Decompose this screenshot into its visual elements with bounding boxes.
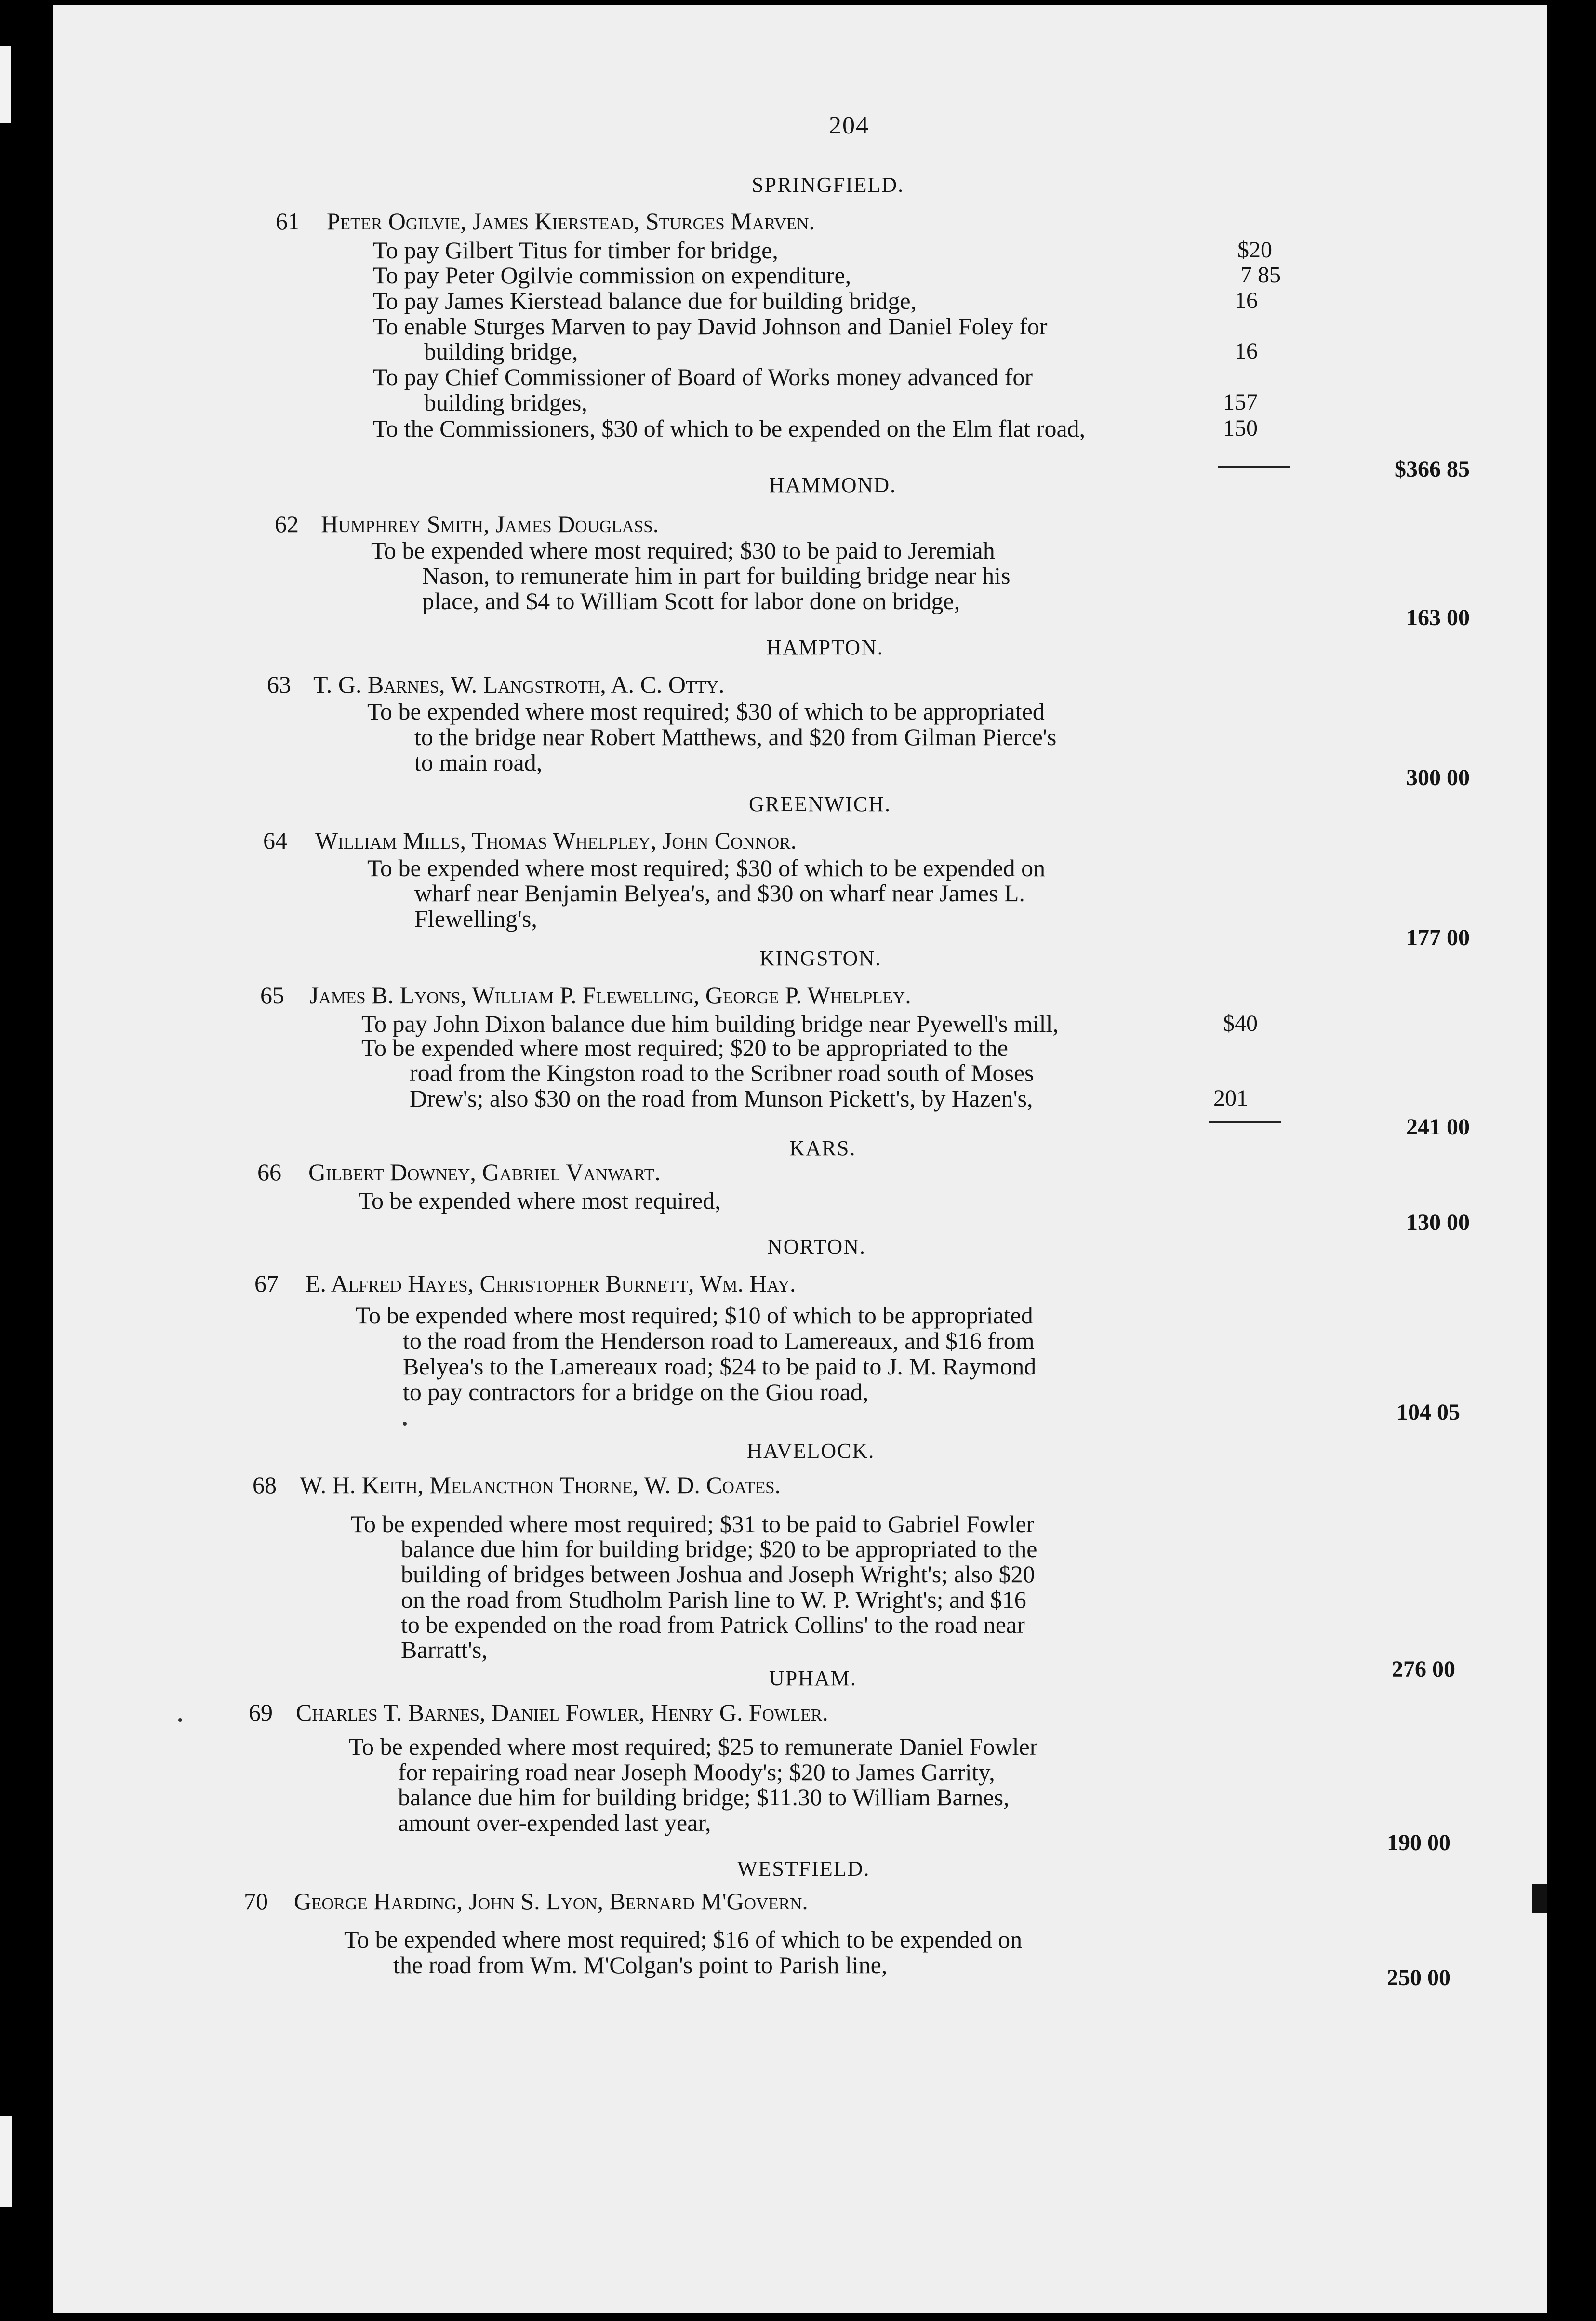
sub-amount: 7 85 [1240, 262, 1281, 288]
section-total: 250 00 [1387, 1965, 1450, 1990]
entry-line: building bridge, [424, 338, 578, 365]
commissioner-names: William Mills, Thomas Whelpley, John Connor. [315, 827, 797, 854]
entry-line: road from the Kingston road to the Scribner road south of Moses [410, 1059, 1034, 1086]
scan-edge-mark [1532, 1884, 1547, 1913]
entry-number: 64 [263, 827, 287, 854]
section-total: 177 00 [1406, 925, 1470, 950]
section-total: 190 00 [1387, 1830, 1450, 1855]
sub-amount: 16 [1235, 338, 1258, 364]
sub-amount: $40 [1223, 1011, 1258, 1036]
entry-line: balance due him for building bridge; $20 to be appropriated to the [401, 1535, 1037, 1562]
page [53, 5, 1547, 2313]
commissioner-names: Gilbert Downey, Gabriel Vanwart. [308, 1159, 661, 1186]
entry-line: to the road from the Henderson road to Lamereaux, and $16 from [403, 1327, 1035, 1354]
sub-amount: $20 [1237, 237, 1272, 263]
entry-number: 69 [249, 1699, 273, 1726]
subtotal-rule [1218, 466, 1290, 468]
entry-line: balance due him for building bridge; $11.30 to William Barnes, [398, 1784, 1010, 1811]
entry-line: To pay James Kierstead balance due for building bridge, [373, 287, 917, 314]
entry-number: 62 [275, 510, 299, 537]
sub-amount: 157 [1223, 389, 1258, 415]
entry-line: to be expended on the road from Patrick Collins' to the road near [401, 1611, 1025, 1638]
entry-line: Barratt's, [401, 1636, 488, 1663]
entry-line: To be expended where most required; $30 of which to be expended on [367, 854, 1046, 881]
entry-line: To be expended where most required; $10 of which to be appropriated [356, 1302, 1033, 1329]
section-heading-hampton: HAMPTON. [766, 636, 884, 659]
entry-number: 68 [253, 1471, 277, 1498]
entry-number: 63 [267, 671, 291, 698]
sub-amount: 150 [1223, 415, 1258, 441]
ink-speck [403, 1422, 407, 1426]
entry-number: 70 [244, 1888, 268, 1915]
entry-line: to the bridge near Robert Matthews, and $20 from Gilman Pierce's [414, 723, 1057, 750]
entry-line: To be expended where most required; $31 to be paid to Gabriel Fowler [351, 1510, 1035, 1537]
entry-line: To the Commissioners, $30 of which to be expended on the Elm flat road, [373, 415, 1086, 442]
entry-line: building bridges, [424, 389, 587, 416]
entry-line: the road from Wm. M'Colgan's point to Parish line, [393, 1951, 888, 1978]
entry-line: To enable Sturges Marven to pay David Johnson and Daniel Foley for [373, 313, 1048, 340]
sub-amount: 201 [1213, 1085, 1248, 1111]
commissioner-names: George Harding, John S. Lyon, Bernard M'Govern. [294, 1888, 808, 1915]
section-heading-kingston: KINGSTON. [759, 947, 882, 970]
section-heading-norton: NORTON. [767, 1235, 866, 1258]
commissioner-names: E. Alfred Hayes, Christopher Burnett, Wm. Hay. [306, 1270, 796, 1297]
entry-line: building of bridges between Joshua and Joseph Wright's; also $20 [401, 1561, 1035, 1587]
section-total: 241 00 [1406, 1114, 1470, 1140]
section-heading-greenwich: GREENWICH. [749, 792, 891, 816]
commissioner-names: Peter Ogilvie, James Kierstead, Sturges Marven. [327, 208, 815, 235]
commissioner-names: James B. Lyons, William P. Flewelling, George P. Whelpley. [309, 982, 911, 1009]
entry-line: to pay contractors for a bridge on the Giou road, [403, 1378, 869, 1405]
section-total: 163 00 [1406, 605, 1470, 630]
entry-line: To be expended where most required; $16 of which to be expended on [344, 1926, 1023, 1953]
entry-line: To pay Peter Ogilvie commission on expenditure, [373, 262, 851, 289]
section-total: 130 00 [1406, 1210, 1470, 1235]
entry-line: wharf near Benjamin Belyea's, and $30 on wharf near James L. [414, 880, 1025, 907]
section-total: 300 00 [1406, 765, 1470, 790]
entry-line: for repairing road near Joseph Moody's; $20 to James Garrity, [398, 1759, 995, 1786]
entry-line: To pay Gilbert Titus for timber for bridge, [373, 237, 778, 264]
commissioner-names: Charles T. Barnes, Daniel Fowler, Henry G. Fowler. [296, 1699, 828, 1726]
entry-line: amount over-expended last year, [398, 1809, 711, 1836]
sub-amount: 16 [1235, 288, 1258, 313]
entry-line: To be expended where most required; $20 to be appropriated to the [361, 1034, 1008, 1061]
entry-line: Flewelling's, [414, 905, 537, 932]
commissioner-names: T. G. Barnes, W. Langstroth, A. C. Otty. [313, 671, 725, 698]
commissioner-names: Humphrey Smith, James Douglass. [321, 510, 659, 537]
section-heading-havelock: HAVELOCK. [747, 1439, 875, 1463]
entry-line: place, and $4 to William Scott for labor done on bridge, [422, 587, 960, 614]
entry-line: To be expended where most required; $25 to remunerate Daniel Fowler [349, 1733, 1038, 1760]
entry-number: 66 [257, 1159, 281, 1186]
entry-line: Nason, to remunerate him in part for building bridge near his [422, 562, 1011, 589]
page-number: 204 [829, 112, 869, 139]
entry-number: 67 [254, 1270, 279, 1297]
section-heading-westfield: WESTFIELD. [737, 1857, 870, 1881]
entry-line: To be expended where most required; $30 to be paid to Jeremiah [371, 537, 995, 564]
entry-line: To be expended where most required; $30 of which to be appropriated [367, 698, 1045, 725]
scan-edge-tab [0, 46, 11, 123]
section-total: 276 00 [1392, 1656, 1455, 1682]
entry-number: 65 [260, 982, 284, 1009]
scan-edge-tab [0, 2116, 12, 2207]
entry-line: Drew's; also $30 on the road from Munson Pickett's, by Hazen's, [410, 1085, 1033, 1112]
section-heading-springfield: SPRINGFIELD. [752, 173, 904, 197]
section-heading-upham: UPHAM. [769, 1667, 857, 1690]
entry-line: To pay Chief Commissioner of Board of Works money advanced for [373, 363, 1033, 390]
entry-line: To pay John Dixon balance due him building bridge near Pyewell's mill, [361, 1010, 1059, 1037]
section-heading-kars: KARS. [789, 1136, 856, 1160]
entry-line: on the road from Studholm Parish line to W. P. Wright's; and $16 [401, 1586, 1026, 1613]
entry-line: Belyea's to the Lamereaux road; $24 to be paid to J. M. Raymond [403, 1353, 1037, 1380]
section-heading-hammond: HAMMOND. [769, 473, 897, 497]
section-total: 104 05 [1396, 1400, 1460, 1425]
ink-speck [178, 1718, 182, 1722]
commissioner-names: W. H. Keith, Melancthon Thorne, W. D. Coates. [300, 1471, 781, 1498]
section-total: $366 85 [1395, 456, 1470, 482]
subtotal-rule [1209, 1121, 1281, 1123]
entry-number: 61 [276, 208, 300, 235]
entry-line: To be expended where most required, [359, 1187, 721, 1214]
entry-line: to main road, [414, 749, 543, 776]
